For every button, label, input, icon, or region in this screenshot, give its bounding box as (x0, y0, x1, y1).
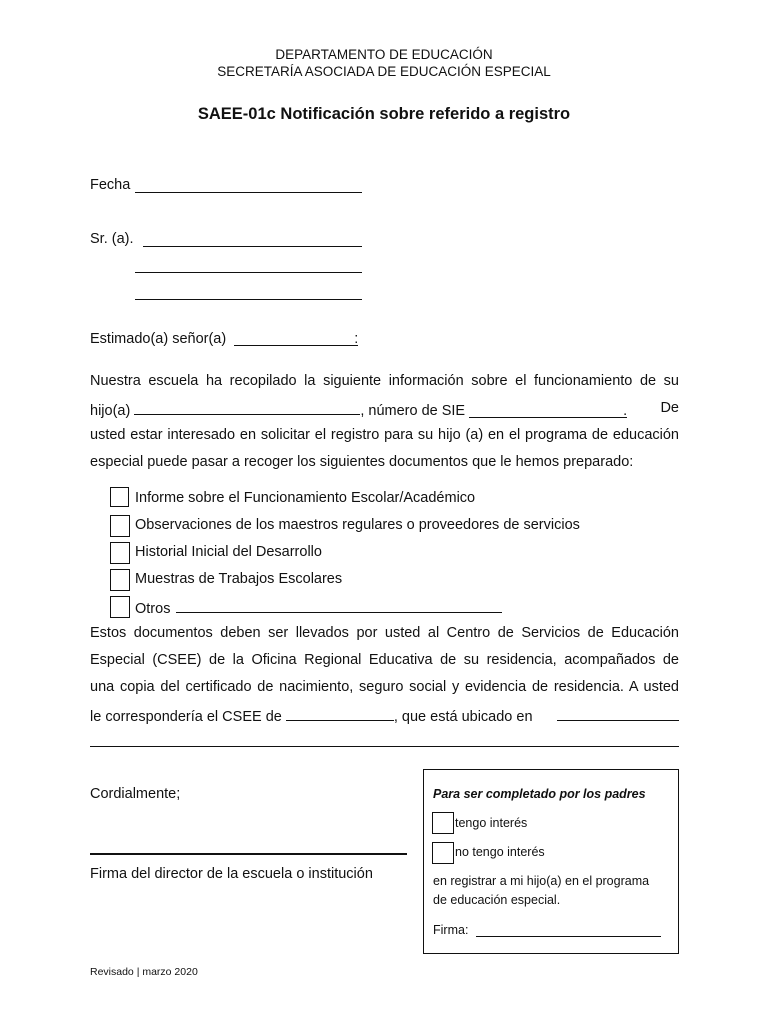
revision-footer: Revisado | marzo 2020 (90, 966, 198, 978)
csee-field[interactable] (286, 706, 394, 721)
checkbox-informe[interactable] (110, 487, 129, 507)
document-historial: Historial Inicial del Desarrollo (135, 544, 322, 560)
parent-signature-field[interactable] (476, 936, 661, 937)
sr-address-line-1[interactable] (135, 272, 362, 273)
director-signature-line[interactable] (90, 853, 407, 855)
estimado-label (90, 331, 358, 347)
otros-field[interactable] (176, 598, 502, 613)
cordialmente-text: Cordialmente; (90, 786, 181, 802)
paragraph2-line4 (90, 706, 679, 725)
estimado-text: Estimado(a) señor(a) (90, 331, 227, 347)
paragraph2-line1: Estos documentos deben ser llevados por usted al Centro de Servicios de Educación (90, 625, 679, 641)
document-informe: Informe sobre el Funcionamiento Escolar/Académico (135, 490, 476, 506)
parent-firma-label: Firma: (433, 923, 469, 937)
sr-label: Sr. (a). (90, 231, 134, 247)
paragraph1-line2 (90, 400, 679, 419)
secretariat-heading: SECRETARÍA ASOCIADA DE EDUCACIÓN ESPECIAL (217, 64, 551, 79)
paragraph1-de: De (660, 400, 679, 416)
checkbox-muestras[interactable] (110, 569, 130, 591)
sr-address-line-2[interactable] (135, 299, 362, 300)
checkbox-observaciones[interactable] (110, 515, 130, 537)
fecha-label: Fecha (90, 177, 131, 193)
option-tengo-interes: tengo interés (455, 816, 528, 830)
sie-number-field[interactable] (469, 403, 627, 418)
document-muestras: Muestras de Trabajos Escolares (135, 571, 343, 587)
paragraph2-line3: una copia del certificado de nacimiento, seguro social y evidencia de residencia. A usted (90, 679, 679, 695)
paragraph1-line1: Nuestra escuela ha recopilado la siguiente información sobre el funcionamiento de su (90, 373, 679, 389)
document-observaciones: Observaciones de los maestros regulares o proveedores de servicios (135, 517, 580, 533)
ubicado-continuation-line[interactable] (90, 746, 679, 747)
option-no-tengo-interes: no tengo interés (455, 845, 545, 859)
sie-label: , número de SIE (360, 403, 466, 419)
parent-text-line2: de educación especial. (433, 893, 561, 907)
hijo-name-field[interactable] (134, 400, 360, 415)
estimado-colon: : (354, 331, 359, 347)
paragraph2-line2: Especial (CSEE) de la Oficina Regional Educativa de su residencia, acompañados de (90, 652, 679, 668)
estimado-name-field[interactable] (234, 331, 358, 346)
form-title: SAEE-01c Notificación sobre referido a registro (197, 105, 571, 123)
sr-name-field[interactable] (143, 246, 362, 247)
sie-period: . (623, 403, 628, 419)
paragraph1-line4: especial puede pasar a recoger los siguientes documentos que le hemos preparado: (90, 454, 634, 470)
paragraph1-line3: usted estar interesado en solicitar el registro para su hijo (a) en el programa de educación (90, 427, 679, 443)
parent-section-box (423, 769, 679, 954)
fecha-field[interactable] (135, 192, 362, 193)
document-otros (135, 598, 502, 617)
parent-section-heading: Para ser completado por los padres (433, 787, 646, 801)
ubicado-field[interactable] (557, 706, 679, 721)
otros-label: Otros (135, 601, 171, 617)
checkbox-tengo-interes[interactable] (432, 812, 454, 834)
hijo-label: hijo(a) (90, 403, 131, 419)
director-signature-label: Firma del director de la escuela o institución (90, 866, 373, 882)
checkbox-otros[interactable] (110, 596, 130, 618)
checkbox-historial[interactable] (110, 542, 130, 564)
checkbox-no-tengo-interes[interactable] (432, 842, 454, 864)
csee-label: le correspondería el CSEE de (90, 709, 282, 725)
parent-text-line1: en registrar a mi hijo(a) en el programa (433, 874, 650, 888)
department-heading: DEPARTAMENTO DE EDUCACIÓN (275, 47, 493, 62)
ubicado-label: , que está ubicado en (393, 709, 533, 725)
